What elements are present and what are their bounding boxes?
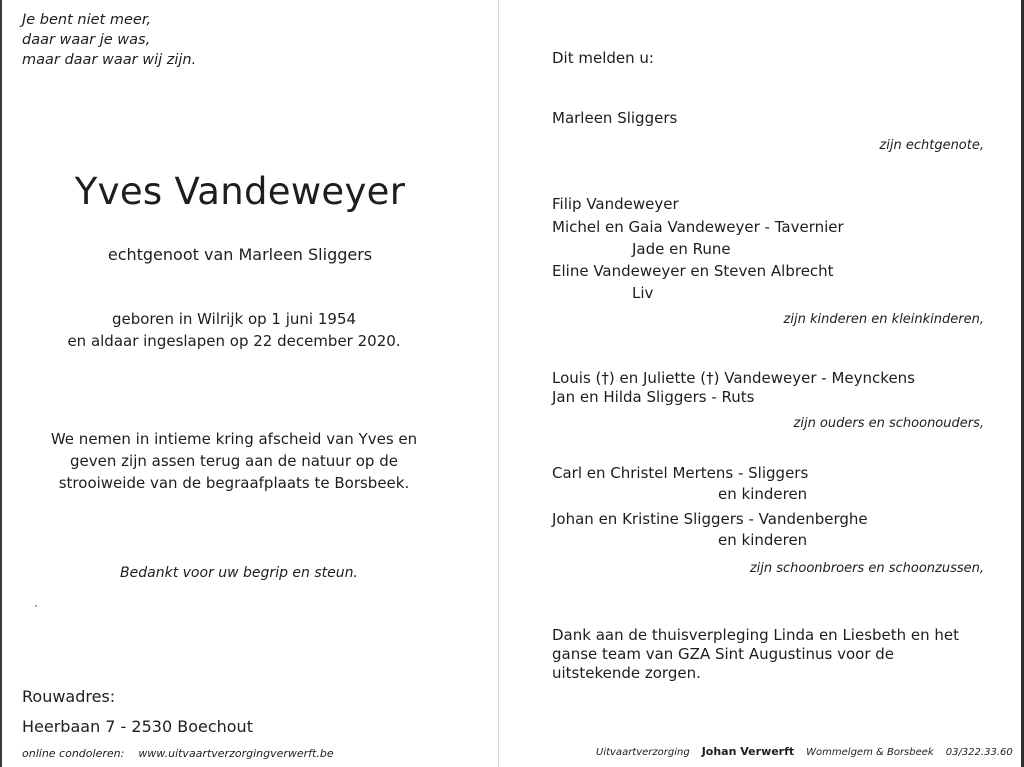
spouse-line: echtgenoot van Marleen Sliggers: [107, 245, 373, 264]
farewell-line: strooiweide van de begraafplaats te Borsbeek.: [58, 474, 410, 492]
in-law-line: Johan en Kristine Sliggers - Vandenberghe: [552, 510, 868, 528]
poem: [22, 10, 196, 70]
in-law-children-line: en kinderen: [718, 531, 808, 549]
funeral-home-footer: [596, 745, 1024, 758]
gratitude-line: uitstekende zorgen.: [552, 664, 701, 682]
online-label: online condoleren:: [22, 747, 125, 760]
deceased-name: Yves Vandeweyer: [74, 170, 406, 213]
spouse-name: Marleen Sliggers: [552, 109, 678, 127]
child-line: Filip Vandeweyer: [552, 195, 679, 213]
online-condolence: [22, 745, 334, 763]
parent-line: Jan en Hilda Sliggers - Ruts: [552, 388, 755, 406]
birth-line: geboren in Wilrijk op 1 juni 1954: [111, 310, 357, 328]
in-laws-role: zijn schoonbroers en schoonzussen,: [749, 561, 984, 576]
address-value: Heerbaan 7 - 2530 Boechout: [22, 717, 253, 736]
poem-line: daar waar je was,: [22, 32, 151, 48]
child-line: Eline Vandeweyer en Steven Albrecht: [552, 262, 834, 280]
farewell-line: We nemen in intieme kring afscheid van Yves en: [50, 430, 418, 448]
footer-label: Uitvaartverzorging: [596, 747, 690, 758]
parent-line: Louis (†) en Juliette (†) Vandeweyer - Meynckens: [552, 369, 915, 387]
address-label: Rouwadres:: [22, 687, 116, 706]
in-law-line: Carl en Christel Mertens - Sliggers: [552, 464, 809, 482]
death-line: en aldaar ingeslapen op 22 december 2020.: [67, 332, 401, 350]
spouse-role: zijn echtgenote,: [879, 138, 984, 153]
announcement-intro: Dit melden u:: [552, 49, 654, 67]
gratitude-line: ganse team van GZA Sint Augustinus voor de: [552, 645, 895, 663]
card-fold-line: [498, 0, 499, 767]
child-line: Michel en Gaia Vandeweyer - Tavernier: [552, 218, 844, 236]
poem-line: maar daar waar wij zijn.: [22, 52, 197, 68]
footer-locations: Wommelgem & Borsbeek: [806, 747, 934, 758]
birth-death-dates: [0, 308, 468, 352]
grandchild-line: Liv: [632, 284, 654, 302]
paper-speck: [35, 605, 37, 607]
footer-brand: Johan Verwerft: [701, 745, 795, 758]
gratitude-line: Dank aan de thuisverpleging Linda en Liesbeth en het: [552, 626, 960, 644]
page-edge-left: [0, 0, 2, 767]
farewell-line: geven zijn assen terug aan de natuur op de: [70, 452, 398, 470]
in-law-children-line: en kinderen: [718, 485, 808, 503]
grandchild-line: Jade en Rune: [632, 240, 731, 258]
parents-role: zijn ouders en schoonouders,: [793, 416, 984, 431]
gratitude-text: [552, 626, 959, 683]
children-role: zijn kinderen en kleinkinderen,: [783, 312, 984, 327]
farewell-text: [0, 428, 468, 494]
footer-phone: 03/322.33.60: [945, 747, 1013, 758]
thanks-line: Bedankt voor uw begrip en steun.: [120, 565, 358, 581]
poem-line: Je bent niet meer,: [22, 12, 152, 28]
online-url[interactable]: www.uitvaartverzorgingverwerft.be: [138, 747, 334, 760]
